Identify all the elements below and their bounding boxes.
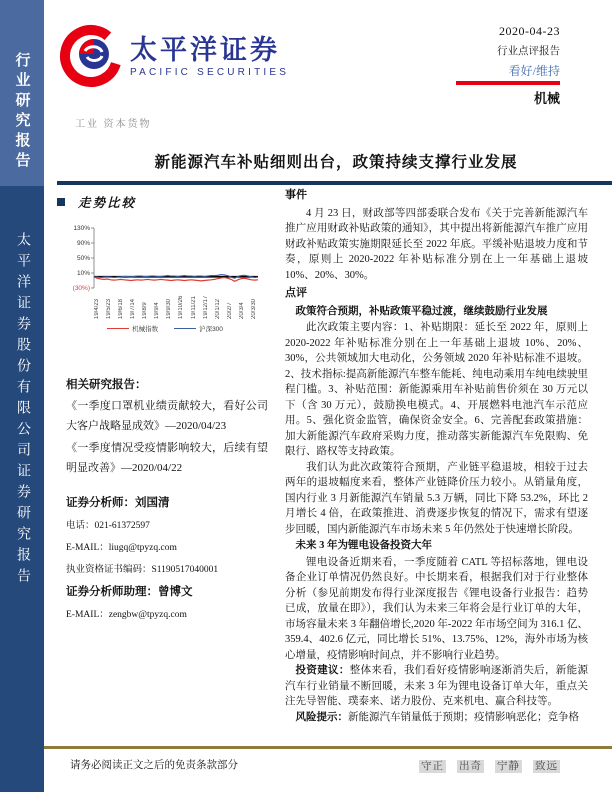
chart-legend bbox=[66, 324, 264, 333]
risk-warning-paragraph bbox=[285, 710, 588, 726]
event-heading: 事件 bbox=[285, 189, 307, 201]
x-axis-label: 20/1/12 bbox=[214, 298, 221, 319]
assistant-analyst-email[interactable]: E-MAIL：zengbw@tpyzq.com bbox=[66, 610, 187, 620]
x-axis-label: 19/5/23 bbox=[106, 298, 113, 319]
x-axis-label: 19/9/4 bbox=[154, 302, 161, 319]
legend-item bbox=[107, 324, 158, 333]
subheading-policy: 政策符合预期，补贴政策平稳过渡，继续鼓励行业发展 bbox=[295, 305, 548, 317]
motto-word: 致远 bbox=[535, 761, 558, 772]
event-paragraph: 4 月 23 日，财政部等四部委联合发布《关于完善新能源汽车推广应用财政补贴政策的通知》，其中提出将新能源汽车推广应用财政补贴政策实施期限延长至 2022 年底。平缓补贴退坡力度和节奏，原则上 2020-2022 年补贴标准分别在上一年基础上退坡 10%、20%、30%。 bbox=[285, 207, 588, 281]
industry-name: 机械 bbox=[533, 91, 560, 106]
logo-name-en: PACIFIC SECURITIES bbox=[130, 66, 290, 78]
x-axis-label: 20/3/30 bbox=[250, 298, 257, 319]
x-axis-label: 19/6/18 bbox=[118, 298, 125, 319]
motto-word: 宁静 bbox=[497, 761, 520, 772]
x-axis-label: 19/10/26 bbox=[178, 295, 185, 319]
related-reports-heading: 相关研究报告： bbox=[66, 379, 147, 391]
analyst-block bbox=[66, 494, 270, 628]
red-line-swatch-icon bbox=[107, 328, 129, 329]
legend-label: 沪深300 bbox=[199, 326, 223, 333]
x-axis-label: 20/3/4 bbox=[238, 302, 245, 319]
risk-warning-text: 新能源汽车销量低于预期；疫情影响恶化；竞争格 bbox=[348, 711, 579, 723]
y-axis-tick: 130% bbox=[73, 224, 90, 232]
related-report-item[interactable]: 《一季度情况受疫情影响较大，后续有望明显改善》—2020/04/22 bbox=[66, 442, 268, 474]
rating-underline bbox=[456, 81, 560, 85]
blue-line-swatch-icon bbox=[174, 328, 196, 329]
x-axis-label: 19/4/23 bbox=[94, 298, 100, 319]
sidebar-company-band bbox=[0, 186, 44, 792]
risk-warning-label: 风险提示： bbox=[295, 711, 348, 723]
analyst-email[interactable]: E-MAIL：liugq@tpyzq.com bbox=[66, 543, 177, 553]
company-motto bbox=[412, 756, 560, 774]
x-axis-label: 19/9/30 bbox=[166, 298, 173, 319]
report-type: 行业点评报告 bbox=[497, 46, 560, 57]
logo-text bbox=[130, 35, 289, 78]
body-paragraph: 我们认为此次政策符合预期，产业链平稳退坡，相较于过去两年的退坡幅度来看，整体产业链降价压力较小。从销量角度，国内行业 3 月新能源汽车销量 5.3 万辆，同比下降 53.2%，环比 2 月增长 4 倍，在政策推进、消费逐步恢复的情况下，需求有望逐步回暖，国内新能源汽车市场未来 5 年仍然处于快速增长阶段。 bbox=[285, 461, 588, 535]
trend-heading-label: 走势比较 bbox=[78, 196, 137, 210]
x-axis-label: 19/7/14 bbox=[130, 298, 137, 319]
analyst-phone: 电话：021-61372597 bbox=[66, 521, 150, 531]
body-paragraph: 锂电设备近期来看，一季度随着 CATL 等招标落地，锂电设备企业订单情况仍然良好。中长期来看，根据我们对于行业整体分析（参见前期发布得行业深度报告《锂电设备行业报告：趋势已成，放量在即》），我们认为未来三年将会是行业订单的大年，市场容量未来 3 年翻倍增长,2020 年-2022 年市场空间为 316.1 亿、359.4、402.6 亿元，同比增长 51%、13.75%、12%，海外市场为核心增量，疫情影响时间点，并不影响行业趋势。 bbox=[285, 556, 588, 661]
subheading-lithium-equipment: 未来 3 年为锂电设备投资大年 bbox=[295, 540, 432, 551]
related-report-item[interactable]: 《一季度口罩机业绩贡献较大，看好公司大客户战略显成效》—2020/04/23 bbox=[66, 400, 268, 432]
legend-label: 机械指数 bbox=[132, 326, 159, 333]
trend-section-heading bbox=[57, 193, 136, 211]
motto-word: 出奇 bbox=[459, 761, 482, 772]
report-meta bbox=[456, 24, 560, 107]
motto-word: 守正 bbox=[421, 761, 444, 772]
report-date: 2020-04-23 bbox=[499, 24, 560, 38]
y-axis-tick: 50% bbox=[76, 254, 90, 262]
pacific-securities-logo-icon bbox=[58, 20, 122, 92]
sidebar-report-type-band bbox=[0, 0, 44, 186]
x-axis-labels bbox=[94, 291, 258, 319]
legend-item bbox=[174, 324, 223, 333]
disclaimer-text: 请务必阅读正文之后的免责条款部分 bbox=[70, 760, 238, 771]
trend-comparison-chart bbox=[66, 224, 264, 336]
investment-advice-text: 整体来看，我们看好疫情影响逐渐消失后，新能源汽车行业销量不断回暖，未来 3 年为锂电设备订单大年，重点关注先导智能、璞泰来、诺力股份、克来机电、赢合科技等。 bbox=[285, 665, 589, 707]
body-paragraph: 此次政策主要内容：1、补贴期限：延长至 2022 年，原则上 2020-2022 年补贴标准分别在上一年基础上退坡 10%、20%、30%，公共领域加大电动化，公务领域 2020 年补贴标准不退坡。2、技术指标:提高新能源汽车整车能耗、纯电动乘用车纯电续驶里程门槛。3、补贴范围：新能源乘用车补贴前售价须在 30 万元以下（含 30 万元），鼓励换电模式。4、开展燃料电池汽车示范应用。5、强化资金监管，确保资金安全。6、完善配套政策措施：加大新能源汽车政府采购力度，推动落实新能源汽车免限购、免限行、路权等支持政策。 bbox=[285, 322, 588, 457]
x-axis-label: 19/12/17 bbox=[202, 295, 209, 319]
y-axis-tick: 90% bbox=[76, 239, 90, 247]
investment-advice-paragraph bbox=[285, 663, 588, 710]
sector-breadcrumb: 工业 资本货物 bbox=[75, 119, 152, 130]
title-rule bbox=[57, 181, 612, 185]
report-title: 新能源汽车补贴细则出台，政策持续支撑行业发展 bbox=[154, 154, 518, 171]
sidebar-report-type-label: 行业研究报告 bbox=[13, 52, 30, 172]
analyst-cert-number: 执业资格证书编码：S1190517040001 bbox=[66, 565, 219, 575]
y-axis-tick-negative: (30%) bbox=[72, 284, 90, 292]
industry-rating: 看好/维持 bbox=[508, 64, 560, 78]
investment-advice-label: 投资建议： bbox=[295, 665, 350, 676]
company-logo bbox=[58, 20, 289, 92]
logo-name-cn: 太平洋证券 bbox=[130, 34, 280, 65]
x-axis-label: 19/11/21 bbox=[190, 296, 197, 319]
x-axis-label: 19/8/9 bbox=[142, 302, 149, 319]
y-axis-tick: 10% bbox=[76, 269, 90, 277]
assistant-analyst-name: 证券分析师助理：曾博文 bbox=[66, 586, 193, 598]
related-reports bbox=[66, 376, 268, 480]
square-bullet-icon bbox=[57, 198, 65, 206]
x-axis-label: 20/2/7 bbox=[226, 302, 233, 319]
report-body bbox=[285, 188, 588, 725]
sidebar-company-label: 太平洋证券股份有限公司证券研究报告 bbox=[15, 232, 30, 589]
footer-rule bbox=[44, 746, 612, 749]
analyst-name: 证券分析师：刘国清 bbox=[66, 497, 170, 509]
comment-heading: 点评 bbox=[285, 287, 307, 299]
trend-plot-svg bbox=[66, 224, 264, 294]
